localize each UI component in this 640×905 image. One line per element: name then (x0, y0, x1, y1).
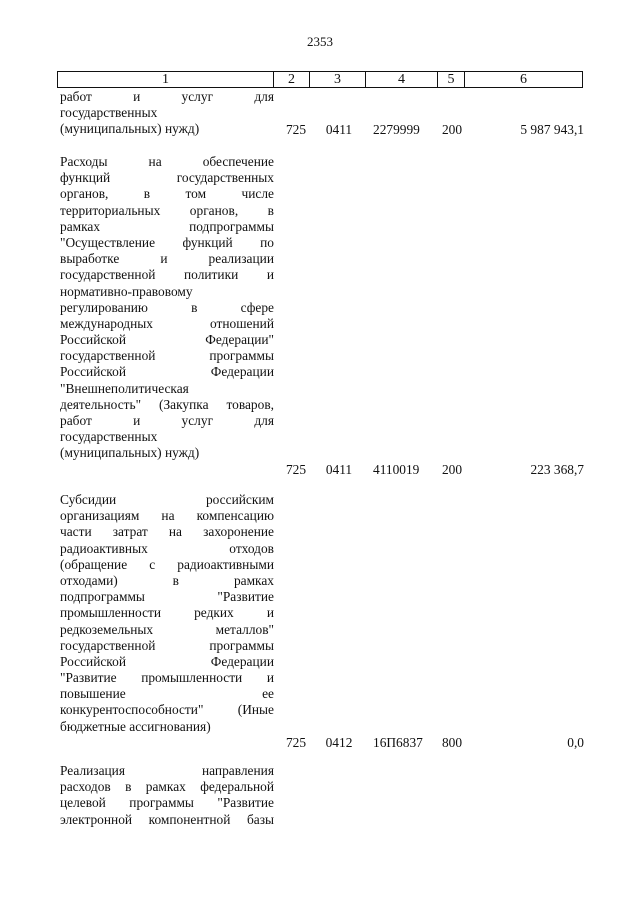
description-line: деятельность" (Закупка товаров, (60, 396, 274, 412)
cell-expense-type: 200 (441, 122, 463, 137)
description-line: органов, в том числе (60, 186, 274, 202)
description-line: отходами) в рамках (60, 572, 274, 588)
description-line: бюджетные ассигнования) (60, 718, 211, 734)
row-description (60, 154, 274, 462)
cell-section: 0411 (325, 462, 353, 477)
description-line: "Развитие промышленности и (60, 670, 274, 686)
description-line: подпрограммы "Развитие (60, 589, 274, 605)
description-line: Российской Федерации (60, 653, 274, 669)
description-line: электронной компонентной базы (60, 811, 274, 827)
description-line: Реализация направления (60, 763, 274, 778)
description-line: целевой программы "Развитие (60, 795, 274, 811)
cell-expense-type: 800 (441, 735, 463, 750)
description-line: (обращение с радиоактивными (60, 556, 274, 572)
description-line: государственной программы (60, 637, 274, 653)
header-col-4: 4 (365, 72, 437, 87)
description-line: редкоземельных металлов" (60, 621, 274, 637)
description-line: регулированию в сфере (60, 299, 274, 315)
description-line: функций государственных (60, 170, 274, 186)
cell-amount: 5 987 943,1 (520, 122, 584, 137)
cell-target: 16П6837 (373, 735, 423, 750)
description-line: Российской Федерации (60, 364, 274, 380)
description-line: территориальных органов, в (60, 202, 274, 218)
description-line: нормативно-правовому (60, 283, 193, 299)
description-line: радиоактивных отходов (60, 540, 274, 556)
description-line: организациям на компенсацию (60, 508, 274, 524)
description-line: государственных (60, 429, 158, 445)
description-line: работ и услуг для (60, 89, 274, 104)
row-description (60, 492, 274, 735)
header-col-2: 2 (273, 72, 309, 87)
description-line: (муниципальных) нужд) (60, 121, 200, 137)
description-line: международных отношений (60, 315, 274, 331)
cell-target: 4110019 (373, 462, 420, 477)
cell-section: 0412 (325, 735, 353, 750)
description-line: (муниципальных) нужд) (60, 445, 200, 461)
cell-ministry: 725 (285, 735, 307, 750)
header-col-6: 6 (464, 72, 582, 87)
description-line: Расходы на обеспечение (60, 154, 274, 169)
cell-ministry: 725 (285, 462, 307, 477)
description-line: конкурентоспособности" (Иные (60, 702, 274, 718)
table-header (57, 71, 583, 88)
cell-section: 0411 (325, 122, 353, 137)
row-description (60, 89, 274, 138)
description-line: государственных (60, 105, 158, 121)
cell-amount: 0,0 (567, 735, 584, 750)
description-line: "Внешнеполитическая (60, 380, 189, 396)
header-col-5: 5 (437, 72, 464, 87)
page-number: 2353 (307, 34, 333, 49)
description-line: государственной программы (60, 348, 274, 364)
description-line: Субсидии российским (60, 492, 274, 507)
row-description (60, 763, 274, 828)
description-line: повышение ее (60, 686, 274, 702)
description-line: государственной политики и (60, 267, 274, 283)
header-col-1: 1 (162, 72, 169, 87)
cell-amount: 223 368,7 (530, 462, 584, 477)
cell-expense-type: 200 (441, 462, 463, 477)
header-col-3: 3 (309, 72, 365, 87)
cell-ministry: 725 (285, 122, 307, 137)
description-line: выработке и реализации (60, 251, 274, 267)
description-line: работ и услуг для (60, 413, 274, 428)
description-line: промышленности редких и (60, 605, 274, 621)
description-line: "Осуществление функций по (60, 234, 274, 250)
cell-target: 2279999 (373, 122, 420, 137)
description-line: расходов в рамках федеральной (60, 779, 274, 795)
description-line: Российской Федерации" (60, 332, 274, 348)
description-line: рамках подпрограммы (60, 218, 274, 234)
description-line: части затрат на захоронение (60, 524, 274, 540)
